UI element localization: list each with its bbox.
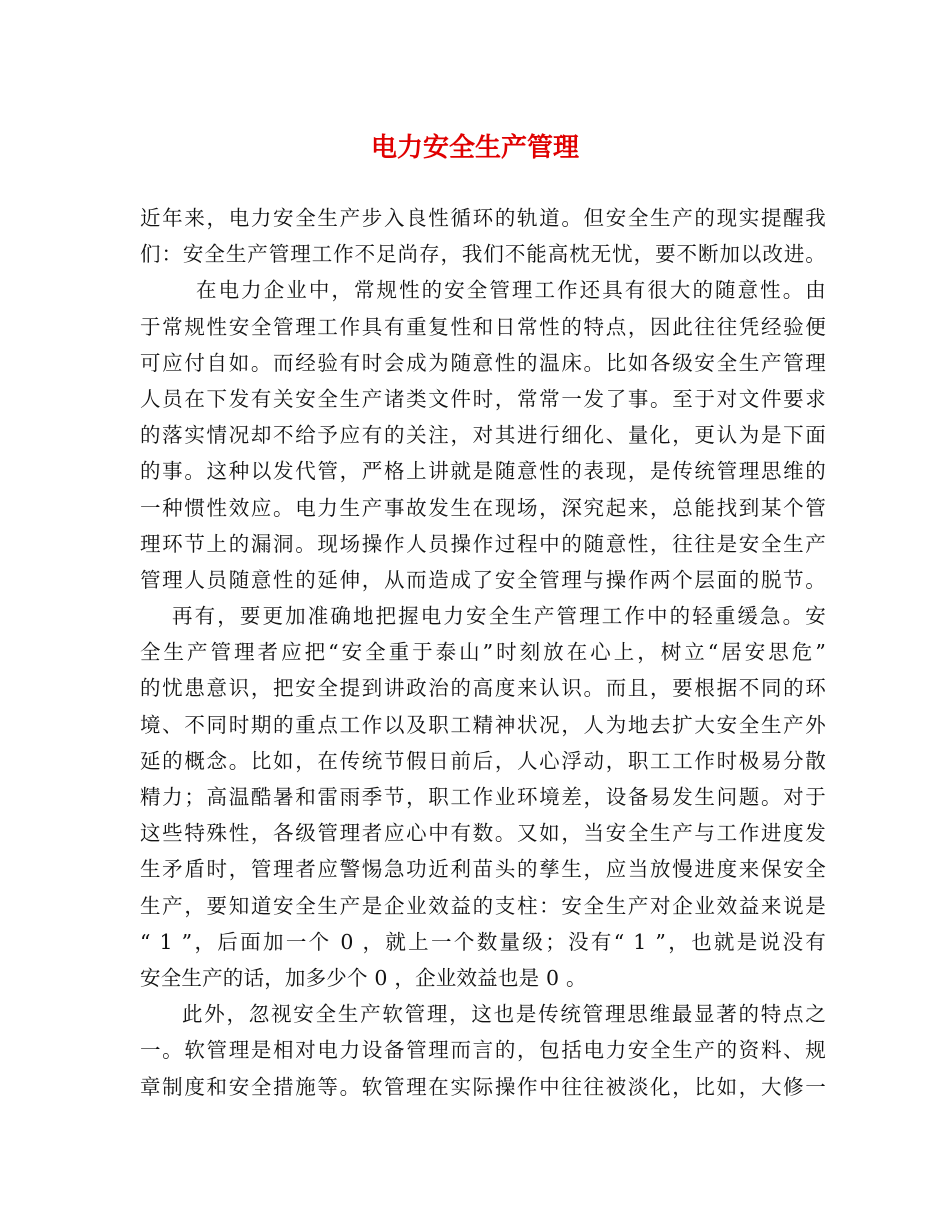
body-line: 这些特殊性，各级管理者应心中有数。又如，当安全生产与工作进度发 (140, 821, 826, 846)
body-line: 们：安全生产管理工作不足尚存，我们不能高枕无忧，要不断加以改进。 (140, 242, 826, 267)
body-line: 生产，要知道安全生产是企业效益的支柱：安全生产对企业效益来说是 (140, 893, 826, 918)
body-line: 一种惯性效应。电力生产事故发生在现场，深究起来，总能找到某个管 (140, 495, 826, 520)
body-line: 生矛盾时，管理者应警惕急功近利苗头的孳生，应当放慢进度来保安全 (140, 857, 826, 882)
body-line: 境、不同时期的重点工作以及职工精神状况，人为地去扩大安全生产外 (140, 712, 826, 737)
document-body (140, 200, 826, 1105)
body-line: 管理人员随意性的延伸，从而造成了安全管理与操作两个层面的脱节。 (140, 567, 826, 592)
body-line: 此外，忽视安全生产软管理，这也是传统管理思维最显著的特点之 (182, 1002, 826, 1027)
body-line: 延的概念。比如，在传统节假日前后，人心浮动，职工工作时极易分散 (140, 748, 826, 773)
body-line: 的忧患意识，把安全提到讲政治的高度来认识。而且，要根据不同的环 (140, 676, 826, 701)
body-line: “ 1 ”，后面加一个 0 ，就上一个数量级；没有“ 1 ”，也就是说没有 (140, 929, 826, 954)
body-line: 一。软管理是相对电力设备管理而言的，包括电力安全生产的资料、规 (140, 1038, 826, 1063)
body-line: 章制度和安全措施等。软管理在实际操作中往往被淡化，比如，大修一 (140, 1074, 826, 1099)
body-line: 的落实情况却不给予应有的关注，对其进行细化、量化，更认为是下面 (140, 423, 826, 448)
body-line: 人员在下发有关安全生产诸类文件时，常常一发了事。至于对文件要求 (140, 386, 826, 411)
body-line: 全生产管理者应把“安全重于泰山”时刻放在心上，树立“居安思危” (140, 640, 826, 665)
body-line: 精力；高温酷暑和雷雨季节，职工作业环境差，设备易发生问题。对于 (140, 785, 826, 809)
body-line: 理环节上的漏洞。现场操作人员操作过程中的随意性，往往是安全生产 (140, 531, 826, 556)
body-line: 的事。这种以发代管，严格上讲就是随意性的表现，是传统管理思维的 (140, 459, 826, 484)
document-title: 电力安全生产管理 (370, 133, 579, 163)
body-line: 在电力企业中，常规性的安全管理工作还具有很大的随意性。由 (196, 278, 826, 303)
body-line: 于常规性安全管理工作具有重复性和日常性的特点，因此往往凭经验便 (140, 314, 826, 339)
body-line: 再有，要更加准确地把握电力安全生产管理工作中的轻重缓急。安 (172, 604, 826, 629)
body-line: 安全生产的话，加多少个 0 ，企业效益也是 0 。 (140, 965, 587, 990)
body-line: 可应付自如。而经验有时会成为随意性的温床。比如各级安全生产管理 (140, 350, 826, 375)
body-line: 近年来，电力安全生产步入良性循环的轨道。但安全生产的现实提醒我 (140, 206, 826, 230)
